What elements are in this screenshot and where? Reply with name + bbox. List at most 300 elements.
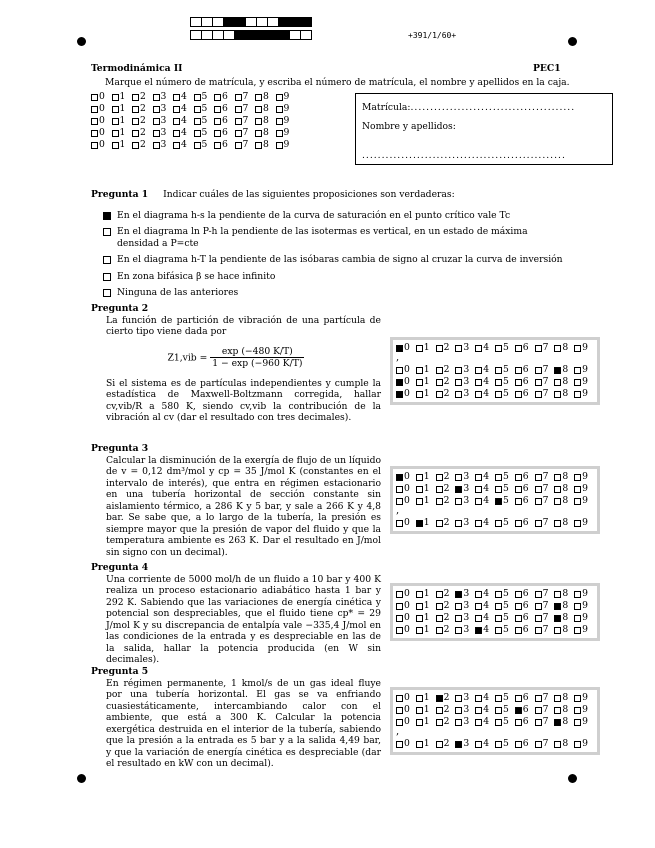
digit-checkbox[interactable] (396, 591, 403, 598)
digit-option[interactable] (574, 376, 594, 388)
digit-checkbox[interactable] (515, 719, 522, 726)
digit-checkbox[interactable] (153, 130, 160, 137)
digit-option[interactable] (396, 588, 416, 600)
digit-option[interactable] (535, 471, 555, 483)
digit-checkbox[interactable] (396, 603, 403, 610)
digit-checkbox[interactable] (475, 591, 482, 598)
digit-checkbox[interactable] (416, 627, 423, 634)
digit-option[interactable] (436, 342, 456, 354)
digit-checkbox[interactable] (455, 367, 462, 374)
digit-option[interactable] (515, 588, 535, 600)
digit-checkbox[interactable] (574, 345, 581, 352)
option-checkbox[interactable] (103, 212, 111, 220)
digit-checkbox[interactable] (436, 591, 443, 598)
digit-checkbox[interactable] (495, 474, 502, 481)
digit-option[interactable] (112, 127, 133, 139)
digit-checkbox[interactable] (455, 627, 462, 634)
digit-option[interactable] (91, 103, 112, 115)
digit-checkbox[interactable] (436, 498, 443, 505)
digit-option[interactable] (91, 127, 112, 139)
digit-option[interactable] (396, 517, 416, 529)
digit-checkbox[interactable] (535, 474, 542, 481)
digit-checkbox[interactable] (475, 379, 482, 386)
digit-checkbox[interactable] (535, 707, 542, 714)
digit-option[interactable] (495, 600, 515, 612)
digit-checkbox[interactable] (495, 627, 502, 634)
digit-checkbox[interactable] (436, 474, 443, 481)
digit-checkbox[interactable] (455, 520, 462, 527)
digit-option[interactable] (495, 612, 515, 624)
digit-option[interactable] (574, 342, 594, 354)
digit-checkbox[interactable] (91, 130, 98, 137)
digit-checkbox[interactable] (554, 627, 561, 634)
digit-option[interactable] (535, 612, 555, 624)
digit-checkbox[interactable] (132, 106, 139, 113)
digit-option[interactable] (574, 716, 594, 728)
digit-option[interactable] (91, 139, 112, 151)
digit-checkbox[interactable] (455, 719, 462, 726)
digit-option[interactable] (574, 517, 594, 529)
digit-option[interactable] (535, 716, 555, 728)
digit-checkbox[interactable] (153, 118, 160, 125)
digit-option[interactable] (535, 376, 555, 388)
digit-option[interactable] (455, 364, 475, 376)
digit-checkbox[interactable] (416, 615, 423, 622)
digit-checkbox[interactable] (495, 391, 502, 398)
digit-option[interactable] (455, 376, 475, 388)
digit-option[interactable] (276, 139, 297, 151)
digit-checkbox[interactable] (535, 367, 542, 374)
digit-checkbox[interactable] (396, 486, 403, 493)
digit-option[interactable] (173, 103, 194, 115)
digit-checkbox[interactable] (173, 130, 180, 137)
digit-checkbox[interactable] (495, 707, 502, 714)
digit-checkbox[interactable] (574, 603, 581, 610)
digit-option[interactable] (515, 364, 535, 376)
digit-checkbox[interactable] (554, 520, 561, 527)
digit-option[interactable] (455, 388, 475, 400)
digit-checkbox[interactable] (255, 142, 262, 149)
digit-checkbox[interactable] (153, 142, 160, 149)
digit-option[interactable] (495, 704, 515, 716)
digit-checkbox[interactable] (396, 719, 403, 726)
digit-checkbox[interactable] (276, 106, 283, 113)
digit-checkbox[interactable] (173, 142, 180, 149)
digit-option[interactable] (554, 388, 574, 400)
digit-checkbox[interactable] (396, 520, 403, 527)
digit-option[interactable] (416, 624, 436, 636)
digit-checkbox[interactable] (214, 142, 221, 149)
digit-option[interactable] (455, 588, 475, 600)
digit-option[interactable] (515, 342, 535, 354)
digit-option[interactable] (396, 483, 416, 495)
digit-checkbox[interactable] (194, 130, 201, 137)
digit-option[interactable] (255, 91, 276, 103)
digit-checkbox[interactable] (436, 695, 443, 702)
digit-option[interactable] (495, 738, 515, 750)
digit-checkbox[interactable] (574, 719, 581, 726)
digit-option[interactable] (535, 600, 555, 612)
digit-option[interactable] (436, 517, 456, 529)
digit-option[interactable] (416, 364, 436, 376)
digit-option[interactable] (396, 624, 416, 636)
digit-checkbox[interactable] (214, 130, 221, 137)
digit-checkbox[interactable] (554, 719, 561, 726)
digit-option[interactable] (153, 91, 174, 103)
digit-checkbox[interactable] (436, 379, 443, 386)
digit-option[interactable] (153, 115, 174, 127)
digit-option[interactable] (396, 471, 416, 483)
digit-option[interactable] (153, 103, 174, 115)
digit-checkbox[interactable] (475, 695, 482, 702)
digit-checkbox[interactable] (515, 498, 522, 505)
option-checkbox[interactable] (103, 228, 111, 236)
digit-option[interactable] (574, 364, 594, 376)
digit-option[interactable] (235, 139, 256, 151)
digit-option[interactable] (132, 139, 153, 151)
digit-option[interactable] (535, 483, 555, 495)
digit-checkbox[interactable] (396, 367, 403, 374)
digit-option[interactable] (475, 738, 495, 750)
digit-checkbox[interactable] (554, 474, 561, 481)
digit-checkbox[interactable] (535, 603, 542, 610)
digit-checkbox[interactable] (574, 520, 581, 527)
digit-checkbox[interactable] (416, 391, 423, 398)
digit-checkbox[interactable] (475, 391, 482, 398)
digit-checkbox[interactable] (574, 498, 581, 505)
digit-option[interactable] (416, 588, 436, 600)
digit-option[interactable] (535, 588, 555, 600)
digit-option[interactable] (276, 91, 297, 103)
digit-checkbox[interactable] (235, 94, 242, 101)
digit-checkbox[interactable] (153, 94, 160, 101)
digit-option[interactable] (574, 483, 594, 495)
digit-checkbox[interactable] (515, 520, 522, 527)
digit-checkbox[interactable] (554, 486, 561, 493)
digit-checkbox[interactable] (515, 627, 522, 634)
digit-option[interactable] (554, 342, 574, 354)
digit-option[interactable] (173, 115, 194, 127)
digit-checkbox[interactable] (416, 719, 423, 726)
digit-option[interactable] (455, 612, 475, 624)
digit-option[interactable] (535, 738, 555, 750)
digit-option[interactable] (255, 115, 276, 127)
digit-checkbox[interactable] (416, 379, 423, 386)
digit-checkbox[interactable] (455, 486, 462, 493)
digit-option[interactable] (554, 738, 574, 750)
digit-option[interactable] (554, 588, 574, 600)
digit-option[interactable] (475, 517, 495, 529)
digit-option[interactable] (416, 388, 436, 400)
digit-checkbox[interactable] (475, 603, 482, 610)
digit-checkbox[interactable] (173, 106, 180, 113)
digit-option[interactable] (455, 517, 475, 529)
digit-checkbox[interactable] (194, 118, 201, 125)
digit-option[interactable] (554, 471, 574, 483)
digit-option[interactable] (554, 517, 574, 529)
digit-option[interactable] (436, 471, 456, 483)
digit-checkbox[interactable] (554, 345, 561, 352)
digit-checkbox[interactable] (112, 142, 119, 149)
digit-checkbox[interactable] (91, 142, 98, 149)
digit-option[interactable] (214, 139, 235, 151)
digit-checkbox[interactable] (495, 486, 502, 493)
digit-option[interactable] (436, 364, 456, 376)
digit-checkbox[interactable] (495, 695, 502, 702)
digit-checkbox[interactable] (535, 486, 542, 493)
digit-checkbox[interactable] (455, 741, 462, 748)
digit-option[interactable] (416, 517, 436, 529)
digit-option[interactable] (276, 103, 297, 115)
digit-checkbox[interactable] (436, 345, 443, 352)
digit-checkbox[interactable] (396, 379, 403, 386)
digit-checkbox[interactable] (574, 707, 581, 714)
question-1-option[interactable] (103, 254, 571, 266)
digit-option[interactable] (535, 388, 555, 400)
digit-option[interactable] (455, 483, 475, 495)
digit-checkbox[interactable] (535, 345, 542, 352)
digit-checkbox[interactable] (91, 106, 98, 113)
digit-checkbox[interactable] (416, 707, 423, 714)
digit-checkbox[interactable] (132, 118, 139, 125)
digit-checkbox[interactable] (91, 118, 98, 125)
digit-option[interactable] (535, 342, 555, 354)
digit-option[interactable] (574, 624, 594, 636)
digit-option[interactable] (214, 115, 235, 127)
digit-option[interactable] (455, 716, 475, 728)
digit-option[interactable] (173, 139, 194, 151)
digit-option[interactable] (475, 364, 495, 376)
digit-checkbox[interactable] (515, 486, 522, 493)
digit-checkbox[interactable] (455, 603, 462, 610)
digit-option[interactable] (235, 127, 256, 139)
digit-option[interactable] (436, 388, 456, 400)
digit-checkbox[interactable] (235, 106, 242, 113)
digit-checkbox[interactable] (455, 391, 462, 398)
digit-option[interactable] (554, 716, 574, 728)
digit-checkbox[interactable] (112, 118, 119, 125)
digit-checkbox[interactable] (416, 474, 423, 481)
question-1-option[interactable] (103, 287, 571, 299)
digit-checkbox[interactable] (554, 391, 561, 398)
digit-checkbox[interactable] (475, 474, 482, 481)
digit-checkbox[interactable] (396, 627, 403, 634)
digit-option[interactable] (416, 692, 436, 704)
digit-option[interactable] (495, 588, 515, 600)
digit-option[interactable] (535, 704, 555, 716)
digit-option[interactable] (276, 115, 297, 127)
digit-option[interactable] (554, 704, 574, 716)
digit-checkbox[interactable] (535, 627, 542, 634)
digit-checkbox[interactable] (495, 379, 502, 386)
digit-checkbox[interactable] (574, 615, 581, 622)
digit-option[interactable] (495, 342, 515, 354)
digit-option[interactable] (112, 103, 133, 115)
digit-checkbox[interactable] (475, 486, 482, 493)
digit-option[interactable] (235, 115, 256, 127)
name-field[interactable]: .................................................... (362, 150, 566, 161)
digit-option[interactable] (416, 612, 436, 624)
digit-option[interactable] (132, 127, 153, 139)
digit-checkbox[interactable] (436, 486, 443, 493)
digit-checkbox[interactable] (495, 719, 502, 726)
digit-option[interactable] (214, 127, 235, 139)
digit-option[interactable] (475, 692, 495, 704)
digit-checkbox[interactable] (455, 695, 462, 702)
digit-checkbox[interactable] (194, 94, 201, 101)
digit-checkbox[interactable] (436, 520, 443, 527)
digit-option[interactable] (396, 738, 416, 750)
option-checkbox[interactable] (103, 256, 111, 264)
digit-option[interactable] (495, 388, 515, 400)
digit-option[interactable] (436, 704, 456, 716)
digit-checkbox[interactable] (416, 695, 423, 702)
digit-checkbox[interactable] (455, 345, 462, 352)
digit-checkbox[interactable] (214, 94, 221, 101)
digit-checkbox[interactable] (132, 142, 139, 149)
digit-option[interactable] (574, 588, 594, 600)
digit-checkbox[interactable] (396, 695, 403, 702)
digit-checkbox[interactable] (436, 719, 443, 726)
digit-option[interactable] (132, 103, 153, 115)
digit-option[interactable] (455, 704, 475, 716)
digit-option[interactable] (554, 364, 574, 376)
digit-option[interactable] (554, 376, 574, 388)
digit-option[interactable] (194, 91, 215, 103)
digit-option[interactable] (495, 471, 515, 483)
digit-checkbox[interactable] (132, 94, 139, 101)
digit-option[interactable] (554, 495, 574, 507)
digit-option[interactable] (416, 471, 436, 483)
digit-option[interactable] (276, 127, 297, 139)
question-1-option[interactable] (103, 226, 571, 249)
digit-option[interactable] (91, 91, 112, 103)
digit-checkbox[interactable] (475, 520, 482, 527)
digit-option[interactable] (475, 342, 495, 354)
digit-checkbox[interactable] (455, 379, 462, 386)
digit-checkbox[interactable] (475, 345, 482, 352)
digit-option[interactable] (495, 517, 515, 529)
digit-checkbox[interactable] (554, 367, 561, 374)
digit-option[interactable] (436, 612, 456, 624)
digit-checkbox[interactable] (535, 695, 542, 702)
digit-option[interactable] (535, 692, 555, 704)
digit-checkbox[interactable] (276, 118, 283, 125)
digit-option[interactable] (194, 127, 215, 139)
question-1-option[interactable] (103, 210, 571, 222)
digit-checkbox[interactable] (416, 741, 423, 748)
digit-checkbox[interactable] (495, 345, 502, 352)
digit-option[interactable] (515, 600, 535, 612)
digit-option[interactable] (515, 517, 535, 529)
digit-checkbox[interactable] (574, 627, 581, 634)
digit-option[interactable] (535, 495, 555, 507)
question-1-option[interactable] (103, 271, 571, 283)
digit-checkbox[interactable] (416, 486, 423, 493)
digit-option[interactable] (574, 600, 594, 612)
digit-checkbox[interactable] (416, 520, 423, 527)
digit-option[interactable] (535, 624, 555, 636)
digit-checkbox[interactable] (255, 94, 262, 101)
digit-checkbox[interactable] (515, 345, 522, 352)
digit-option[interactable] (416, 495, 436, 507)
digit-checkbox[interactable] (535, 498, 542, 505)
digit-option[interactable] (455, 471, 475, 483)
digit-checkbox[interactable] (436, 741, 443, 748)
digit-option[interactable] (515, 495, 535, 507)
digit-checkbox[interactable] (554, 498, 561, 505)
digit-checkbox[interactable] (173, 94, 180, 101)
digit-checkbox[interactable] (455, 474, 462, 481)
digit-option[interactable] (515, 376, 535, 388)
digit-checkbox[interactable] (194, 106, 201, 113)
digit-option[interactable] (436, 600, 456, 612)
digit-option[interactable] (112, 139, 133, 151)
digit-checkbox[interactable] (276, 130, 283, 137)
digit-option[interactable] (475, 600, 495, 612)
digit-option[interactable] (574, 471, 594, 483)
digit-option[interactable] (495, 364, 515, 376)
digit-checkbox[interactable] (436, 627, 443, 634)
digit-checkbox[interactable] (515, 603, 522, 610)
digit-checkbox[interactable] (396, 707, 403, 714)
digit-option[interactable] (455, 692, 475, 704)
digit-option[interactable] (112, 115, 133, 127)
matricula-field[interactable]: .......................................... (410, 102, 576, 113)
digit-option[interactable] (416, 600, 436, 612)
digit-option[interactable] (475, 588, 495, 600)
digit-checkbox[interactable] (436, 391, 443, 398)
digit-checkbox[interactable] (214, 118, 221, 125)
digit-option[interactable] (455, 342, 475, 354)
digit-option[interactable] (554, 624, 574, 636)
digit-option[interactable] (455, 495, 475, 507)
digit-option[interactable] (515, 612, 535, 624)
digit-checkbox[interactable] (475, 615, 482, 622)
digit-checkbox[interactable] (235, 142, 242, 149)
digit-checkbox[interactable] (535, 391, 542, 398)
digit-checkbox[interactable] (235, 118, 242, 125)
digit-checkbox[interactable] (396, 615, 403, 622)
digit-option[interactable] (436, 624, 456, 636)
digit-checkbox[interactable] (535, 379, 542, 386)
digit-option[interactable] (436, 738, 456, 750)
digit-option[interactable] (574, 612, 594, 624)
digit-checkbox[interactable] (495, 520, 502, 527)
digit-checkbox[interactable] (132, 130, 139, 137)
digit-checkbox[interactable] (112, 106, 119, 113)
digit-option[interactable] (436, 716, 456, 728)
digit-option[interactable] (475, 471, 495, 483)
digit-checkbox[interactable] (276, 142, 283, 149)
digit-checkbox[interactable] (455, 498, 462, 505)
digit-option[interactable] (396, 692, 416, 704)
digit-option[interactable] (396, 612, 416, 624)
digit-checkbox[interactable] (495, 498, 502, 505)
digit-option[interactable] (396, 388, 416, 400)
digit-checkbox[interactable] (535, 591, 542, 598)
digit-checkbox[interactable] (455, 615, 462, 622)
digit-checkbox[interactable] (554, 379, 561, 386)
digit-option[interactable] (515, 738, 535, 750)
digit-checkbox[interactable] (475, 741, 482, 748)
digit-checkbox[interactable] (455, 707, 462, 714)
digit-checkbox[interactable] (436, 603, 443, 610)
digit-option[interactable] (554, 692, 574, 704)
digit-checkbox[interactable] (416, 498, 423, 505)
digit-option[interactable] (495, 716, 515, 728)
digit-checkbox[interactable] (416, 591, 423, 598)
